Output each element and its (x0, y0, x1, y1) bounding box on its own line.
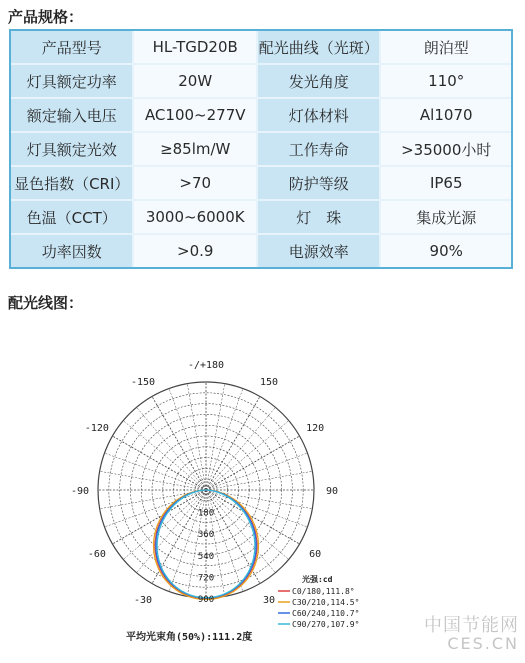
legend-entry: C0/180,111.8° (292, 587, 355, 596)
grid-spoke (206, 490, 307, 527)
angle-label: 120 (306, 423, 325, 434)
spec-value: Al1070 (381, 99, 511, 133)
spec-value: AC100~277V (134, 99, 257, 133)
spec-row (11, 133, 511, 167)
grid-spoke (105, 490, 206, 527)
spec-label: 灯体材料 (258, 99, 381, 133)
spec-value: 朗泊型 (381, 31, 511, 65)
spec-value: 90% (381, 235, 511, 267)
spec-row (11, 99, 511, 133)
angle-label: -120 (84, 423, 109, 434)
angle-label: 150 (259, 376, 279, 388)
spec-label: 发光角度 (258, 65, 381, 99)
watermark-en: CES.CN (447, 634, 519, 654)
spec-row (11, 235, 511, 267)
angle-label: -/+180 (187, 360, 225, 371)
spec-label: 灯 珠 (258, 201, 381, 235)
angle-label: -90 (70, 486, 90, 497)
radial-tick-label: 540 (197, 551, 215, 562)
legend-entry: C30/210,114.5° (292, 598, 360, 607)
spec-label: 电源效率 (258, 235, 381, 267)
spec-value: IP65 (381, 167, 511, 201)
angle-label: 30 (262, 595, 276, 607)
light-curve-section-title: 配光线图： (8, 294, 84, 312)
spec-row (11, 201, 511, 235)
radial-tick-label: 720 (197, 573, 215, 584)
watermark-cn: 中国节能网 (424, 615, 519, 637)
radial-tick-label: 180 (197, 508, 215, 519)
spec-row (11, 65, 511, 99)
spec-row (11, 167, 511, 201)
spec-value: 20W (134, 65, 257, 99)
spec-value: >0.9 (134, 235, 257, 267)
angle-label: 90 (325, 486, 339, 497)
radial-tick-label: 360 (197, 530, 215, 541)
spec-label: 灯具额定光效 (11, 133, 134, 167)
spec-label: 防护等级 (258, 167, 381, 201)
spec-label: 灯具额定功率 (11, 65, 134, 99)
spec-value: 110° (381, 65, 511, 99)
radial-tick-label: 900 (197, 595, 215, 605)
spec-label: 工作寿命 (258, 133, 381, 167)
watermark-logo (424, 617, 519, 653)
spec-value: ≥85lm/W (134, 133, 257, 167)
legend-entry: C90/270,107.9° (292, 620, 360, 629)
angle-label: -30 (133, 595, 153, 607)
spec-label: 显色指数（CRI） (11, 167, 134, 201)
legend-title: 光强:cd (302, 575, 333, 584)
spec-label: 功率因数 (11, 235, 134, 267)
spec-value: HL-TGD20B (134, 31, 257, 65)
spec-value: >70 (134, 167, 257, 201)
angle-label: 60 (309, 549, 322, 560)
spec-label: 配光曲线（光斑） (258, 31, 381, 65)
spec-value: >35000小时 (381, 133, 511, 167)
spec-value: 3000~6000K (134, 201, 257, 235)
spec-label: 额定输入电压 (11, 99, 134, 133)
beam-angle-caption: 平均光束角(50%):111.2度 (126, 632, 253, 643)
spec-section-title: 产品规格： (8, 8, 84, 26)
polar-light-distribution-chart (30, 350, 390, 650)
spec-row (11, 31, 511, 65)
spec-value: 集成光源 (381, 201, 511, 235)
angle-label: -60 (87, 549, 106, 560)
spec-label: 色温（CCT） (11, 201, 134, 235)
angle-label: -150 (130, 376, 156, 388)
grid-spoke (206, 389, 243, 490)
spec-label: 产品型号 (11, 31, 134, 65)
spec-table (9, 29, 513, 269)
legend-entry: C60/240,110.7° (292, 609, 360, 618)
